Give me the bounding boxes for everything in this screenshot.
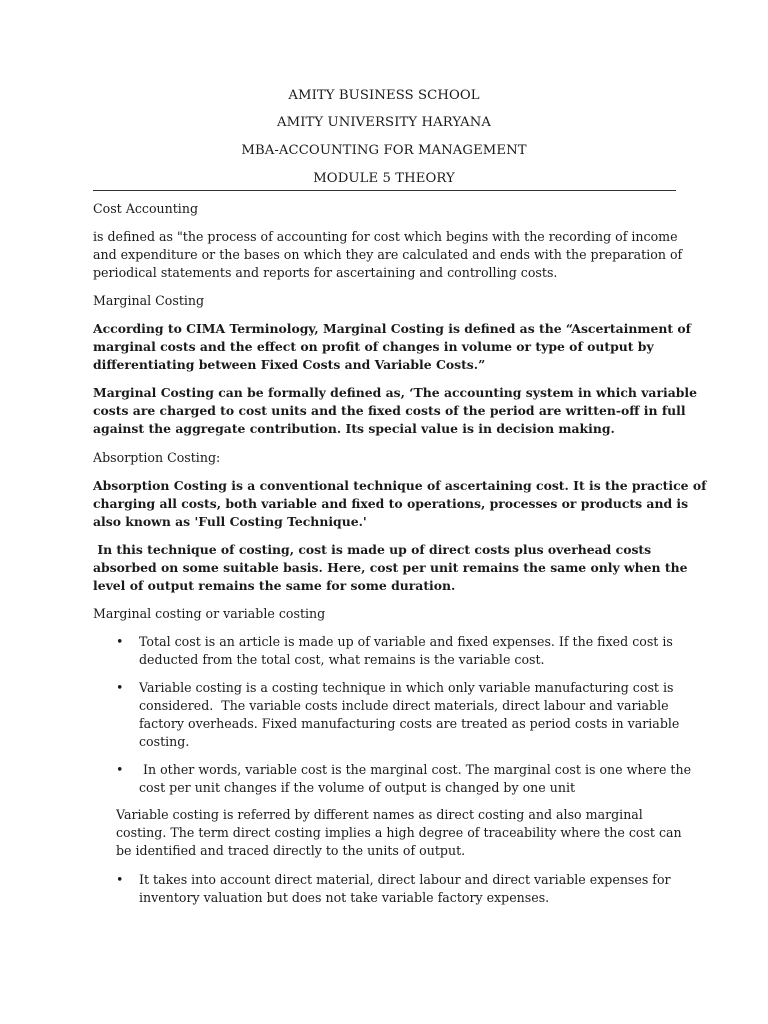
bullet-line: Total cost is an article is made up of variable and fixed expenses. If the fixed cost is xyxy=(139,634,673,649)
bullet-line: inventory valuation but does not take variable factory expenses. xyxy=(139,890,550,905)
absorption-definition-line: charging all costs, both variable and fixed to operations, processes or products and is xyxy=(93,496,689,511)
bullet-line: costing. xyxy=(139,734,190,749)
bullet-icon: • xyxy=(116,762,124,777)
cost-accounting-line: periodical statements and reports for ascertaining and controlling costs. xyxy=(93,265,558,280)
formal-definition-line: costs are charged to cost units and the fixed costs of the period are written-off in full xyxy=(93,403,686,418)
header-divider xyxy=(93,190,676,191)
cima-definition-line: differentiating between Fixed Costs and Variable Costs.” xyxy=(93,357,486,372)
university-name: AMITY UNIVERSITY HARYANA xyxy=(276,115,492,130)
course-title: MBA-ACCOUNTING FOR MANAGEMENT xyxy=(241,143,527,158)
direct-costing-line: Variable costing is referred by different names as direct costing and also marginal xyxy=(116,807,643,822)
cost-accounting-line: and expenditure or the bases on which they are calculated and ends with the preparation of xyxy=(93,247,683,262)
absorption-definition-line: Absorption Costing is a conventional technique of ascertaining cost. It is the practice of xyxy=(93,478,707,493)
variable-costing-heading: Marginal costing or variable costing xyxy=(93,606,326,621)
bullet-icon: • xyxy=(116,872,124,887)
school-name: AMITY BUSINESS SCHOOL xyxy=(288,88,480,103)
direct-costing-line: be identified and traced directly to the units of output. xyxy=(116,843,466,858)
bullet-icon: • xyxy=(116,634,124,649)
absorption-detail-line: absorbed on some suitable basis. Here, cost per unit remains the same only when the xyxy=(93,560,688,575)
formal-definition-line: Marginal Costing can be formally defined as, ‘The accounting system in which variable xyxy=(93,385,697,400)
marginal-costing-heading: Marginal Costing xyxy=(93,293,205,308)
formal-definition-line: against the aggregate contribution. Its special value is in decision making. xyxy=(93,421,615,436)
cost-accounting-line: is defined as "the process of accounting for cost which begins with the recording of income xyxy=(93,229,678,244)
bullet-line: Variable costing is a costing technique in which only variable manufacturing cost is xyxy=(139,680,674,695)
absorption-costing-heading: Absorption Costing: xyxy=(93,450,221,465)
bullet-line: It takes into account direct material, direct labour and direct variable expenses for xyxy=(139,872,671,887)
module-title: MODULE 5 THEORY xyxy=(313,171,455,186)
absorption-definition-line: also known as 'Full Costing Technique.' xyxy=(93,514,367,529)
absorption-detail-line: In this technique of costing, cost is made up of direct costs plus overhead costs xyxy=(93,542,652,557)
bullet-line: factory overheads. Fixed manufacturing costs are treated as period costs in variable xyxy=(139,716,680,731)
bullet-line: In other words, variable cost is the marginal cost. The marginal cost is one where the xyxy=(139,762,692,777)
bullet-icon: • xyxy=(116,680,124,695)
absorption-detail-line: level of output remains the same for some duration. xyxy=(93,578,456,593)
cima-definition-line: According to CIMA Terminology, Marginal Costing is defined as the “Ascertainment of xyxy=(93,321,691,336)
direct-costing-line: costing. The term direct costing implies a high degree of traceability where the cost can xyxy=(116,825,682,840)
bullet-line: deducted from the total cost, what remains is the variable cost. xyxy=(139,652,545,667)
cost-accounting-heading: Cost Accounting xyxy=(93,201,199,216)
cima-definition-line: marginal costs and the effect on profit of changes in volume or type of output by xyxy=(93,339,654,354)
bullet-line: cost per unit changes if the volume of output is changed by one unit xyxy=(139,780,576,795)
bullet-line: considered. The variable costs include direct materials, direct labour and variable xyxy=(139,698,669,713)
